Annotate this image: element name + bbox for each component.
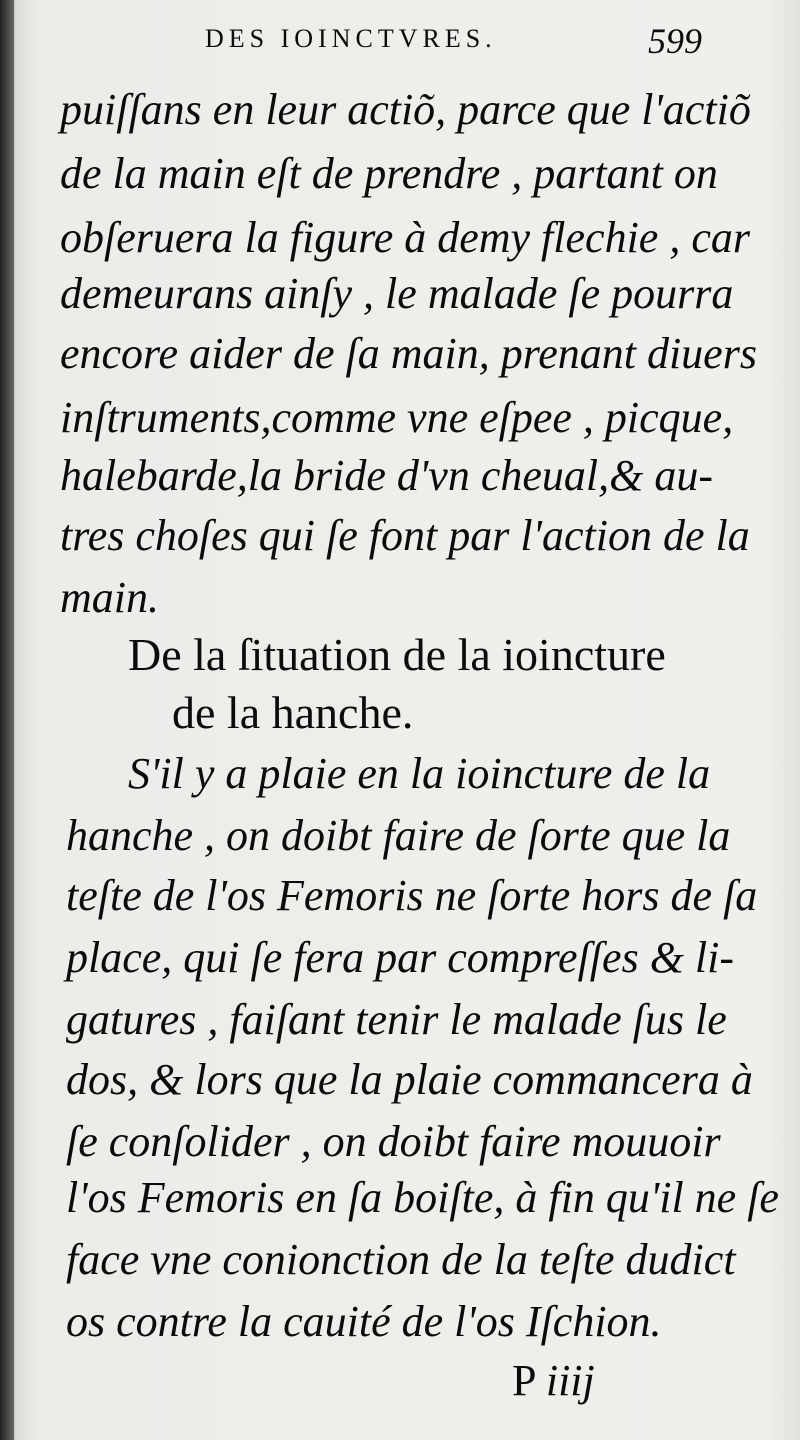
text-line: puiſſans en leur actiõ, parce que l'actiõ — [60, 85, 751, 134]
text-line: main. — [60, 573, 159, 622]
page-header — [0, 21, 800, 74]
text-line: demeurans ainſy , le malade ſe pourra — [60, 269, 734, 318]
text-line: inſtruments,comme vne eſpee , picque, — [60, 393, 734, 442]
running-head: DES IOINCTVRES. — [205, 24, 497, 53]
text-line: os contre la cauité de l'os Iſchion. — [66, 1297, 662, 1346]
text-line: obſeruera la figure à demy flechie , car — [60, 213, 750, 262]
text-line: hanche , on doibt faire de ſorte que la — [66, 811, 731, 860]
text-line: halebarde,la bride d'vn cheual,& au- — [60, 451, 713, 500]
text-line: teſte de l'os Femoris ne ſorte hors de ſa — [66, 871, 758, 920]
book-gutter — [0, 0, 14, 1440]
text-line: place, qui ſe fera par compreſſes & li- — [66, 933, 735, 982]
text-line: encore aider de ſa main, prenant diuers — [60, 329, 757, 378]
text-line: de la main eſt de prendre , partant on — [60, 149, 718, 198]
signature-letter: P — [512, 1356, 535, 1405]
text-line: dos, & lors que la plaie commancera à — [66, 1055, 753, 1104]
text-line: l'os Femoris en ſa boiſte, à fin qu'il ne ſe — [66, 1173, 779, 1222]
section-heading: De la ſituation de la ioincture — [128, 629, 666, 680]
text-line: face vne conionction de la teſte dudict — [66, 1235, 736, 1284]
signature-number: iiij — [545, 1356, 595, 1405]
text-line: tres choſes qui ſe font par l'action de la — [60, 511, 750, 560]
signature-mark — [512, 1355, 595, 1406]
section-heading: de la hanche. — [172, 687, 414, 738]
text-line: ſe conſolider , on doibt faire mouuoir — [66, 1117, 721, 1166]
page-number: 599 — [648, 21, 702, 61]
text-line: S'il y a plaie en la ioincture de la — [128, 749, 711, 798]
text-line: gatures , faiſant tenir le malade ſus le — [66, 995, 727, 1044]
